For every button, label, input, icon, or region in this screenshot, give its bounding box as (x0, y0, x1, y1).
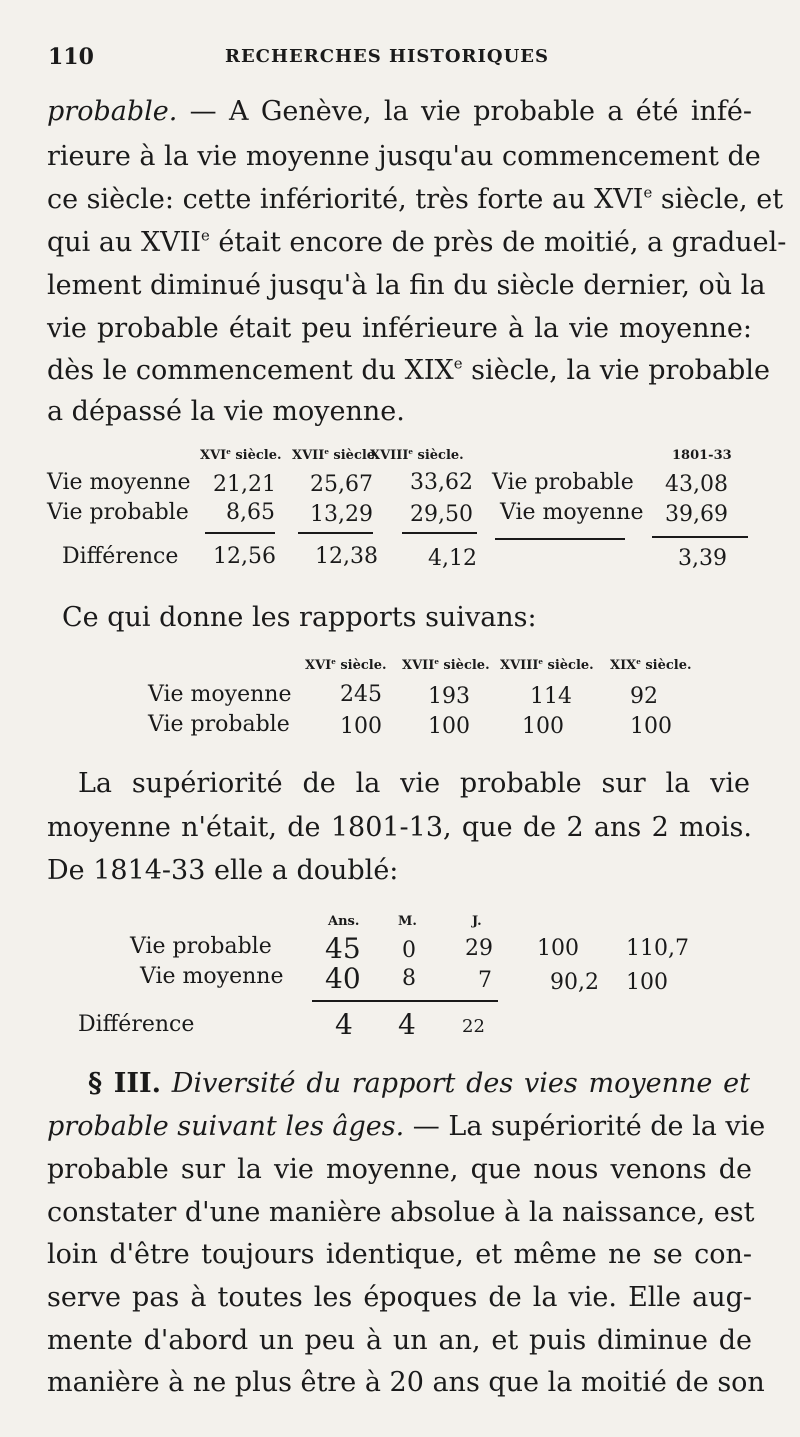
table-cell: 40 (325, 962, 361, 995)
text-span: dès le commencement du (47, 355, 405, 386)
section-mark: § III. (88, 1068, 162, 1099)
table-cell: 22 (462, 1016, 485, 1037)
table-cell: 0 (402, 938, 416, 963)
section-title: Diversité du rapport des vies moyenne et (161, 1068, 751, 1099)
table-header: 1801-33 (672, 448, 732, 463)
italic-word: probable. (47, 96, 178, 127)
text-line: lement diminué jusqu'à la fin du siècle dernier, où la (47, 270, 766, 301)
row-label: Vie probable (47, 500, 189, 525)
section-title: probable suivant les âges. (47, 1111, 405, 1142)
text-span: — A Genève, la vie probable a été infé- (177, 96, 752, 127)
text-span: siècle, la vie probable (462, 355, 770, 386)
row-label: Vie probable (492, 470, 634, 495)
table-cell: 12,38 (315, 544, 378, 569)
text-line: vie probable était peu inférieure à la vie moyenne: (47, 313, 752, 344)
page-number: 110 (48, 44, 94, 70)
text-span: qui au (47, 227, 141, 258)
table-cell: 114 (530, 684, 572, 709)
table-cell: 110,7 (626, 936, 689, 961)
superscript: e (453, 354, 463, 373)
table-cell: 12,56 (213, 544, 276, 569)
table-cell: 33,62 (410, 470, 473, 495)
table-cell: 90,2 (550, 970, 599, 995)
text-span: siècle, et (652, 184, 784, 215)
sum-rule (652, 536, 748, 538)
table-cell: 4 (335, 1008, 353, 1041)
text-line (47, 354, 770, 386)
table-cell: 92 (630, 684, 658, 709)
table-cell: 4,12 (428, 546, 477, 571)
text-line: probable sur la vie moyenne, que nous venons de (47, 1154, 752, 1185)
table-cell: 100 (630, 714, 672, 739)
sum-rule (402, 532, 477, 534)
row-label: Différence (78, 1012, 195, 1037)
table-header: XVIe siècle. (200, 447, 282, 463)
sum-rule (495, 538, 625, 540)
sum-rule (205, 532, 275, 534)
text-line: rieure à la vie moyenne jusqu'au commencement de (47, 141, 761, 172)
text-line (47, 226, 787, 258)
text-span: était encore de près de moitié, a graduel- (209, 227, 787, 258)
table-header: XVIIIe siècle. (500, 657, 594, 673)
row-label: Vie moyenne (500, 500, 644, 525)
text-line (47, 183, 784, 215)
table-cell: 13,29 (310, 502, 373, 527)
text-line (47, 98, 752, 125)
table-cell: 100 (428, 714, 470, 739)
table-cell: 29 (465, 936, 493, 961)
table-cell: 29,50 (410, 502, 473, 527)
table-cell: 100 (537, 936, 579, 961)
sum-rule (298, 532, 373, 534)
text-span: — La supériorité de la vie (404, 1111, 766, 1142)
table-header: XVIIe siècle. (292, 447, 380, 463)
table-cell: 3,39 (678, 546, 727, 571)
table-header: J. (472, 914, 482, 929)
table-cell: 8 (402, 966, 416, 991)
table-cell: 45 (325, 932, 361, 965)
roman-numeral: XVI (594, 184, 644, 215)
table-cell: 25,67 (310, 472, 373, 497)
table-cell: 7 (478, 968, 492, 993)
section-heading-line (88, 1070, 750, 1097)
row-label: Vie moyenne (148, 682, 292, 707)
text-line: loin d'être toujours identique, et même ne se con- (47, 1239, 752, 1270)
text-line: moyenne n'était, de 1801-13, que de 2 ans 2 mois. (47, 812, 752, 843)
superscript: e (643, 183, 653, 202)
sum-rule (312, 1000, 498, 1002)
text-line: serve pas à toutes les époques de la vie. Elle aug- (47, 1282, 752, 1313)
roman-numeral: XIX (404, 355, 454, 386)
table-cell: 100 (340, 714, 382, 739)
superscript: e (201, 226, 210, 245)
text-line: Ce qui donne les rapports suivans: (62, 602, 537, 633)
table-cell: 100 (522, 714, 564, 739)
text-line: manière à ne plus être à 20 ans que la moitié de son (47, 1367, 765, 1398)
table-header: XVIe siècle. (305, 657, 387, 673)
text-line (47, 1111, 766, 1142)
row-label: Vie moyenne (47, 470, 191, 495)
text-line: La supériorité de la vie probable sur la vie (78, 768, 750, 799)
table-cell: 39,69 (665, 502, 728, 527)
text-line: constater d'une manière absolue à la naissance, est (47, 1197, 755, 1228)
table-header: M. (398, 914, 417, 929)
running-head: RECHERCHES HISTORIQUES (225, 46, 549, 67)
table-cell: 43,08 (665, 472, 728, 497)
text-line: De 1814-33 elle a doublé: (47, 855, 399, 886)
table-header: XVIIIe siècle. (370, 447, 464, 463)
table-cell: 8,65 (226, 500, 275, 525)
table-header: Ans. (328, 914, 360, 929)
text-line: a dépassé la vie moyenne. (47, 396, 405, 427)
table-cell: 245 (340, 682, 382, 707)
row-label: Vie probable (148, 712, 290, 737)
row-label: Vie moyenne (140, 964, 284, 989)
table-cell: 100 (626, 970, 668, 995)
text-span: ce siècle: cette infériorité, très forte au (47, 184, 595, 215)
page-header (40, 44, 750, 84)
row-label: Vie probable (130, 934, 272, 959)
table-cell: 21,21 (213, 472, 276, 497)
text-line: mente d'abord un peu à un an, et puis diminue de (47, 1325, 752, 1356)
table-header: XVIIe siècle. (402, 657, 490, 673)
table-header: XIXe siècle. (610, 657, 692, 673)
roman-numeral: XVII (140, 227, 202, 258)
row-label: Différence (62, 544, 179, 569)
table-cell: 193 (428, 684, 470, 709)
table-cell: 4 (398, 1008, 416, 1041)
